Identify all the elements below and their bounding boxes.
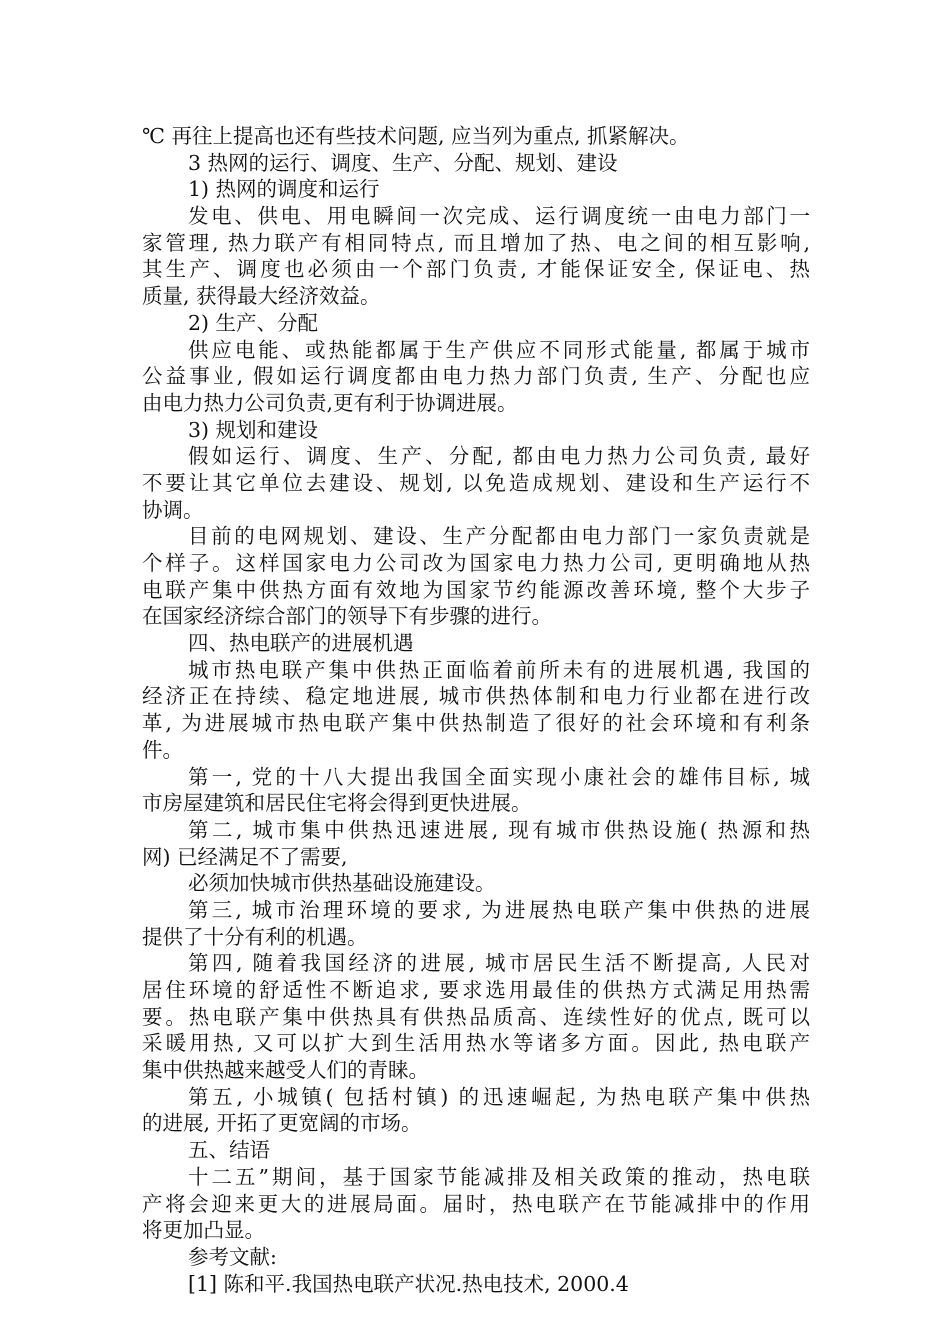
text-line: 假如运行、调度、生产、分配, 都由电力热力公司负责, 最好 <box>188 444 810 469</box>
text-line: 四、热电联产的进展机遇 <box>188 631 414 656</box>
text-line: 协调。 <box>142 497 204 522</box>
text-line: 第五, 小城镇( 包括村镇) 的迅速崛起, 为热电联产集中供热 <box>188 1084 810 1109</box>
text-line: 参考文献: <box>188 1244 277 1269</box>
document-body <box>142 123 810 1297</box>
text-line: 在国家经济综合部门的领导下有步骤的进行。 <box>142 604 552 629</box>
text-line: 3) 规划和建设 <box>188 417 319 442</box>
text-line: 个样子。这样国家电力公司改为国家电力热力公司, 更明确地从热 <box>142 551 810 575</box>
text-line: 城市热电联产集中供热正面临着前所未有的进展机遇, 我国的 <box>188 657 810 682</box>
text-line: 集中供热越来越受人们的青睐。 <box>142 1058 429 1083</box>
text-line: 网) 已经满足不了需要, <box>142 844 348 869</box>
text-line: 质量, 获得最大经济效益。 <box>142 284 381 309</box>
text-line: 五、结语 <box>188 1138 270 1163</box>
text-line: 市房屋建筑和居民住宅将会得到更快进展。 <box>142 791 532 816</box>
text-line: 供应电能、或热能都属于生产供应不同形式能量, 都属于城市 <box>188 337 810 362</box>
text-line: 将更加凸显。 <box>142 1218 265 1243</box>
text-line: 居住环境的舒适性不断追求, 要求选用最佳的供热方式满足用热需 <box>142 978 810 1002</box>
text-line: 3 热网的运行、调度、生产、分配、规划、建设 <box>188 150 618 175</box>
text-line: 第一, 党的十八大提出我国全面实现小康社会的雄伟目标, 城 <box>188 764 810 789</box>
text-line: 革, 为进展城市热电联产集中供热制造了很好的社会环境和有利条 <box>142 711 810 736</box>
text-line: 要。热电联产集中供热具有供热品质高、连续性好的优点, 既可以 <box>142 1004 810 1029</box>
text-line: 必须加快城市供热基础设施建设。 <box>188 871 496 896</box>
text-line: 经济正在持续、稳定地进展, 城市供热体制和电力行业都在进行改 <box>142 684 810 709</box>
text-line: 第三, 城市治理环境的要求, 为进展热电联产集中供热的进展 <box>188 897 810 922</box>
text-line: 2) 生产、分配 <box>188 310 319 335</box>
text-line: 第四, 随着我国经济的进展, 城市居民生活不断提高, 人民对 <box>188 951 810 976</box>
text-line: ℃ 再往上提高也还有些技术问题, 应当列为重点, 抓紧解决。 <box>142 124 690 148</box>
text-line: 的进展, 开拓了更宽阔的市场。 <box>142 1111 422 1136</box>
text-line: 提供了十分有利的机遇。 <box>142 924 368 949</box>
text-line: 目前的电网规划、建设、生产分配都由电力部门一家负责就是 <box>188 524 810 549</box>
text-line: 家管理, 热力联产有相同特点, 而且增加了热、电之间的相互影响, <box>142 230 810 255</box>
text-line: 十二五”期间，基于国家节能减排及相关政策的推动，热电联 <box>188 1164 810 1189</box>
text-line: 公益事业, 假如运行调度都由电力热力部门负责, 生产、分配也应 <box>142 364 810 389</box>
text-line: 件。 <box>142 737 183 762</box>
text-line: 1) 热网的调度和运行 <box>188 177 380 202</box>
text-line: 采暖用热, 又可以扩大到生活用热水等诸多方面。因此, 热电联产 <box>142 1031 810 1056</box>
text-line: 第二, 城市集中供热迅速进展, 现有城市供热设施( 热源和热 <box>188 817 810 842</box>
text-line: 不要让其它单位去建设、规划, 以免造成规划、建设和生产运行不 <box>142 470 810 495</box>
text-line: 电联产集中供热方面有效地为国家节约能源改善环境, 整个大步子 <box>142 577 810 602</box>
text-line: 由电力热力公司负责,更有利于协调进展。 <box>142 390 518 415</box>
text-line: 产将会迎来更大的进展局面。届时，热电联产在节能减排中的作用 <box>142 1191 810 1216</box>
text-line: 发电、供电、用电瞬间一次完成、运行调度统一由电力部门一 <box>188 204 810 229</box>
text-line: [1] 陈和平.我国热电联产状况.热电技术, 2000.4 <box>188 1271 629 1296</box>
text-line: 其生产、调度也必须由一个部门负责, 才能保证安全, 保证电、热 <box>142 257 810 282</box>
